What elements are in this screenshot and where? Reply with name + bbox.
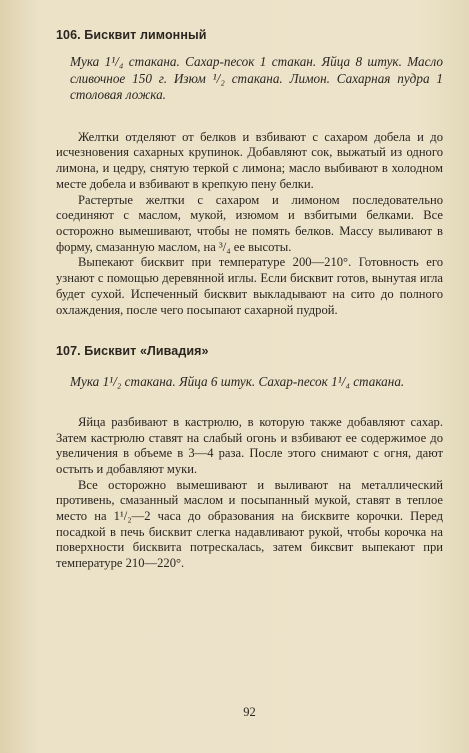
recipe-paragraph: Выпекают бисквит при температуре 200—210°. Готовность его узнают с помощью деревянной иглы. Если бисквит готов, вынутая игла будет сухой. Испеченный бисквит выкладывают на сито до полного охлаждения, после чего посыпают сахарной пудрой.: [56, 255, 443, 317]
recipe-106: [56, 28, 443, 318]
recipe-paragraph: Растертые желтки с сахаром и лимоном последовательно соединяют с маслом, мукой, изюмом и взбитыми белками. Все осторожно вымешивают, чтобы не помять белков. Массу выливают в форму, смазанную маслом, на ³/₄ ее высоты.: [56, 192, 443, 254]
recipe-107: [56, 344, 443, 572]
recipe-title: 106. Бисквит лимонный: [56, 28, 207, 42]
recipe-paragraph: Все осторожно вымешивают и выливают на металлический противень, смазанный маслом и посыпанный мукой, ставят в теплое место на 1¹/₂—2 часа до образования на бисквите корочки. Перед посадкой в печь бисквит слегка надавливают рукой, чтобы корочка на поверхности бисквита потрескалась, затем биксвит выпекают при температуре 210—220°.: [56, 477, 443, 571]
recipe-ingredients: Мука 1¹/₂ стакана. Яйца 6 штук. Сахар-песок 1¹/₄ стакана.: [70, 374, 405, 390]
recipe-paragraph: Яйца разбивают в кастрюлю, в которую также добавляют сахар. Затем кастрюлю ставят на слабый огонь и взбивают ее содержимое до увеличения в объеме в 3—4 раза. После этого снимают с огня, дают остыть и добавляют муки.: [56, 414, 443, 476]
page-number: 92: [243, 705, 256, 719]
recipe-paragraph: Желтки отделяют от белков и взбивают с сахаром добела и до исчезновения сахарных крупинок. Добавляют сок, выжатый из одного лимона, и цедру, снятую теркой с лимона; масло выбивают в холодном месте добела и взбивают в крепкую пену белки.: [56, 129, 443, 191]
recipe-ingredients: Мука 1¹/₄ стакана. Сахар-песок 1 стакан. Яйца 8 штук. Масло сливочное 150 г. Изюм ¹/₂ стакана. Лимон. Сахарная пудра 1 столовая ложка.: [70, 54, 443, 103]
recipe-title: 107. Бисквит «Ливадия»: [56, 344, 209, 359]
